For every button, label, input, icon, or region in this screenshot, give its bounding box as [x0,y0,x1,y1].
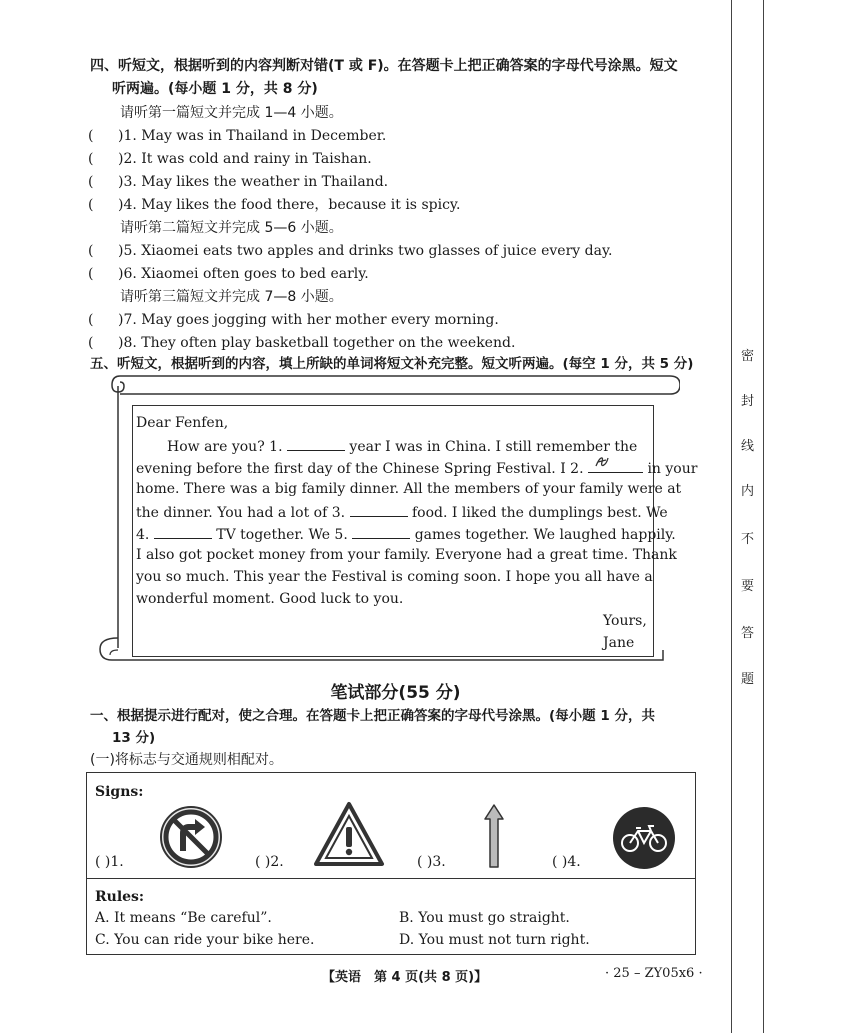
binding-char-2: 封 [741,394,755,409]
handwritten-mark-icon [592,454,612,472]
tf-item-2: ( )2. It was cold and rainy in Taishan. [88,151,372,167]
sign-item-1: ( )1. [95,854,124,870]
tf-item-6: ( )6. Xiaomei often goes to bed early. [88,266,369,282]
tf-item-8: ( )8. They often play basketball together on the weekend. [88,335,516,351]
footer-page-info: 【英语 第 4 页(共 8 页)】 [322,970,488,985]
blank-5[interactable] [352,524,410,539]
letter-greeting: Dear Fenfen, [136,415,229,431]
rule-b: B. You must go straight. [399,910,570,926]
q1-heading-cont: 13 分) [112,730,156,746]
sign-item-4: ( )4. [552,854,581,870]
binding-char-7: 答 [741,626,755,641]
passage1-intro: 请听第一篇短文并完成 1—4 小题。 [120,105,343,121]
signs-rules-box [86,772,696,955]
letter-line-5: 4. TV together. We 5. games together. We laughed happily. [136,524,676,544]
letter-box [132,405,698,657]
blank-3[interactable] [350,502,408,517]
part4-heading-cont: 听两遍。(每小题 1 分，共 8 分) [112,81,318,97]
binding-char-3: 线 [741,439,755,454]
signs-rules-divider [87,878,695,879]
binding-char-6: 要 [741,579,755,594]
tf-item-5: ( )5. Xiaomei eats two apples and drinks two glasses of juice every day. [88,243,613,259]
blank-1[interactable] [287,436,345,451]
binding-line-left [731,0,732,1033]
sub1-heading: (一)将标志与交通规则相配对。 [90,752,283,768]
binding-char-8: 题 [741,672,755,687]
letter-closing: Yours, [603,613,647,629]
q1-heading: 一、根据提示进行配对，使之合理。在答题卡上把正确答案的字母代号涂黑。(每小题 1 分，共 [90,708,655,724]
straight-arrow-sign-icon [483,803,505,869]
part4-heading: 四、听短文，根据听到的内容判断对错(T 或 F)。在答题卡上把正确答案的字母代号涂黑。短文 [90,58,678,74]
sign-item-3: ( )3. [417,854,446,870]
binding-char-4: 内 [741,484,755,499]
rule-d: D. You must not turn right. [399,932,590,948]
binding-char-5: 不 [741,532,755,547]
rule-a: A. It means “Be careful”. [95,910,272,926]
footer-code: · 25 – ZY05x6 · [605,966,703,981]
letter-line-4: the dinner. You had a lot of 3. food. I liked the dumplings best. We [136,502,668,522]
blank-2[interactable] [588,458,643,473]
rule-c: C. You can ride your bike here. [95,932,315,948]
no-right-turn-sign-icon [159,805,223,869]
tf-item-1: ( )1. May was in Thailand in December. [88,128,387,144]
scroll-decoration-top [110,374,680,396]
scroll-decoration-side [98,378,128,663]
written-section-title: 笔试部分(55 分) [330,683,461,703]
passage3-intro: 请听第三篇短文并完成 7—8 小题。 [120,289,343,305]
passage2-intro: 请听第二篇短文并完成 5—6 小题。 [120,220,343,236]
tf-item-7: ( )7. May goes jogging with her mother every morning. [88,312,499,328]
caution-triangle-sign-icon [313,801,385,867]
rules-label: Rules: [95,889,145,905]
letter-line-2: evening before the first day of the Chinese Spring Festival. I 2. in your [136,458,697,478]
sign-item-2: ( )2. [255,854,284,870]
letter-line-7: you so much. This year the Festival is coming soon. I hope you all have a [136,569,653,585]
letter-line-8: wonderful moment. Good luck to you. [136,591,404,607]
binding-line-right [763,0,764,1033]
letter-line-3: home. There was a big family dinner. All the members of your family were at [136,481,682,497]
binding-char-1: 密 [741,349,755,364]
part5-heading: 五、听短文，根据听到的内容，填上所缺的单词将短文补充完整。短文听两遍。(每空 1 分，共 5 分) [90,356,694,372]
letter-signature: Jane [603,635,635,651]
tf-item-3: ( )3. May likes the weather in Thailand. [88,174,389,190]
blank-4[interactable] [154,524,212,539]
bicycle-sign-icon [611,805,677,871]
tf-item-4: ( )4. May likes the food there，because it is spicy. [88,197,461,213]
signs-label: Signs: [95,784,144,800]
letter-line-1: How are you? 1. year I was in China. I still remember the [167,436,637,456]
letter-line-6: I also got pocket money from your family. Everyone had a great time. Thank [136,547,677,563]
